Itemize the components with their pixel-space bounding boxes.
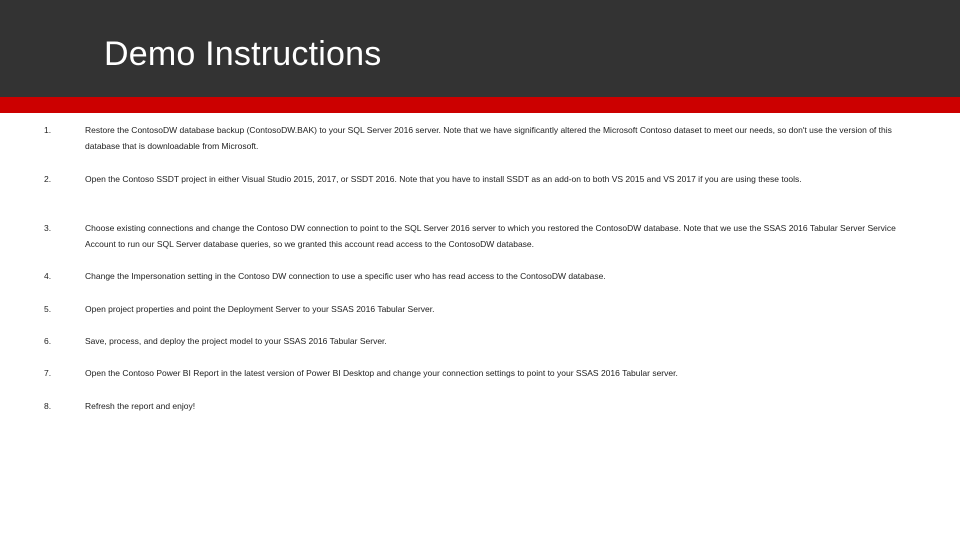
title-bar bbox=[0, 0, 960, 97]
step-number: 8. bbox=[44, 401, 52, 411]
step-text: Open project properties and point the Deployment Server to your SSAS 2016 Tabular Server. bbox=[85, 304, 435, 314]
step-number: 4. bbox=[44, 271, 52, 281]
step-text: Open the Contoso SSDT project in either Visual Studio 2015, 2017, or SSDT 2016. Note that you have to install SSDT as an add-on to both VS 2015 and VS 2017 if you are using these tools. bbox=[85, 174, 802, 184]
step-number: 7. bbox=[44, 368, 52, 378]
accent-bar bbox=[0, 97, 960, 113]
step-text: Restore the ContosoDW database backup (ContosoDW.BAK) to your SQL Server 2016 server. Note that we have significantly altered the Microsoft Contoso dataset to meet our needs, so don't use the version of this database that is downloadable from Microsoft. bbox=[85, 125, 892, 151]
slide-title: Demo Instructions bbox=[104, 35, 382, 73]
step-text: Change the Impersonation setting in the Contoso DW connection to use a specific user who has read access to the ContosoDW database. bbox=[85, 271, 606, 281]
step-number: 1. bbox=[44, 125, 52, 135]
step-text: Open the Contoso Power BI Report in the latest version of Power BI Desktop and change your connection settings to point to your SSAS 2016 Tabular server. bbox=[85, 368, 678, 378]
step-number: 2. bbox=[44, 174, 52, 184]
step-number: 3. bbox=[44, 223, 52, 233]
step-number: 6. bbox=[44, 336, 52, 346]
step-text: Refresh the report and enjoy! bbox=[85, 401, 196, 411]
step-number: 5. bbox=[44, 304, 52, 314]
step-text: Choose existing connections and change the Contoso DW connection to point to the SQL Server 2016 server to which you restored the ContosoDW database. Note that we use the SSAS 2016 Tabular Server Service Account to run our SQL Server database queries, so we granted this account read access to the ContosoDW database. bbox=[85, 223, 896, 249]
step-text: Save, process, and deploy the project model to your SSAS 2016 Tabular Server. bbox=[85, 336, 387, 346]
